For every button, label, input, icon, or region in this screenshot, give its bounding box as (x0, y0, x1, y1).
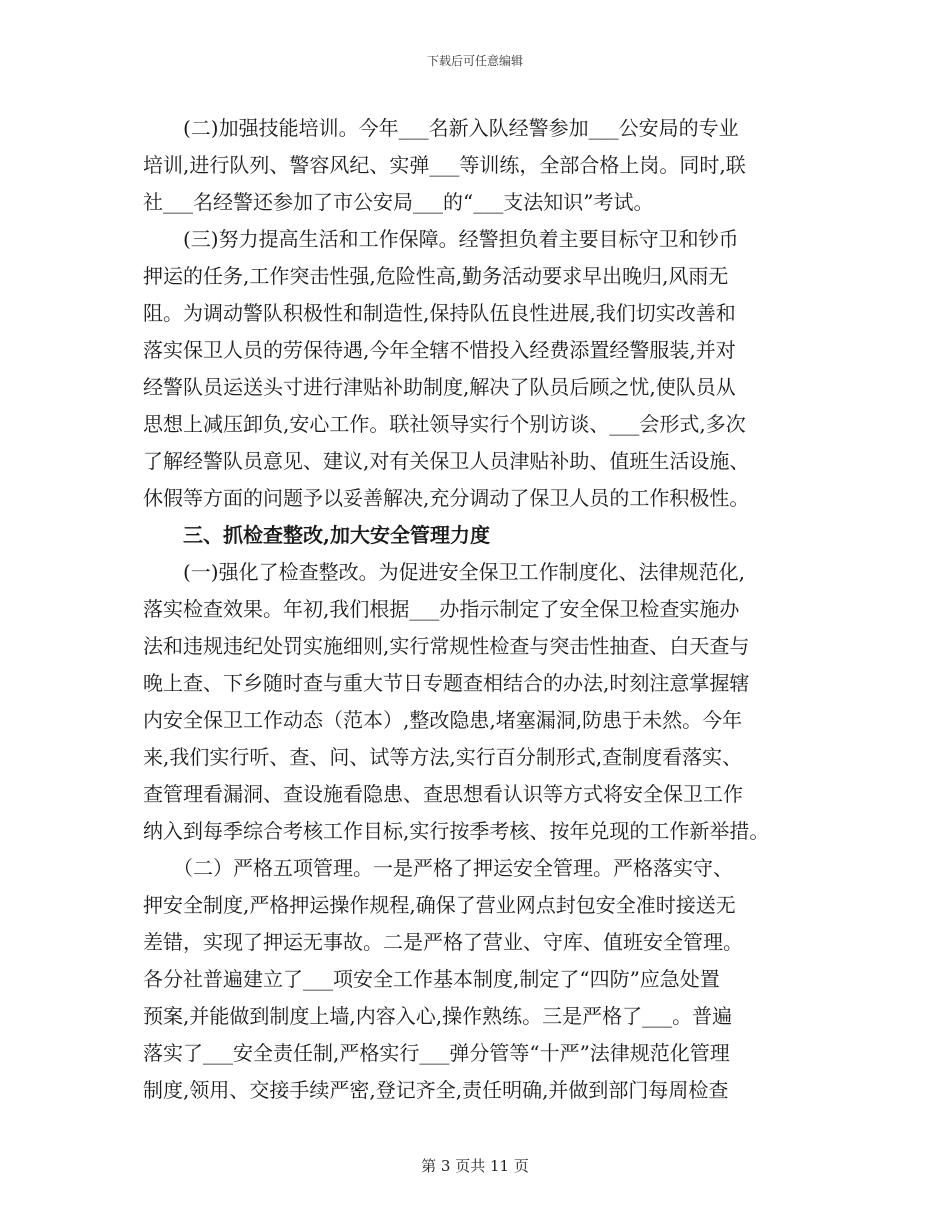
text-line: 落实保卫人员的劳保待遇,今年全辖不惜投入经费添置经警服装,并对 (143, 338, 736, 362)
text-line: 押安全制度,严格押运操作规程,确保了营业网点封包安全准时接送无 (143, 893, 736, 917)
text-line: 各分社普遍建立了___项安全工作基本制度,制定了“四防”应急处置 (143, 967, 720, 991)
text-line: 来,我们实行听、查、问、试等方法,实行百分制形式,查制度看落实、 (143, 745, 743, 769)
text-line: (三)努力提高生活和工作保障。经警担负着主要目标守卫和钞币 (143, 227, 739, 251)
section-heading: 三、抓检查整改,加大安全管理力度 (143, 523, 490, 547)
text-line: 休假等方面的问题予以妥善解决,充分调动了保卫人员的工作积极性。 (143, 486, 750, 510)
text-line: (一)强化了检查整改。为促进安全保卫工作制度化、法律规范化, (143, 560, 745, 584)
text-line: 查管理看漏洞、查设施看隐患、查思想看认识等方式将安全保卫工作 (143, 782, 743, 806)
page-header: 下载后可任意编辑 (426, 54, 523, 68)
text-line: 纳入到每季综合考核工作目标,实行按季考核、按年兑现的工作新举措。 (143, 819, 770, 843)
text-line: 制度,领用、交接手续严密,登记齐全,责任明确,并做到部门每周检查 (143, 1078, 729, 1102)
text-line: 阻。为调动警队积极性和制造性,保持队伍良性进展,我们切实改善和 (143, 301, 736, 325)
text-line: (二)加强技能培训。今年___名新入队经警参加___公安局的专业 (143, 116, 739, 140)
text-line: 落实检查效果。年初,我们根据___办指示制定了安全保卫检查实施办 (143, 597, 740, 621)
text-line: 经警队员运送头寸进行津贴补助制度,解决了队员后顾之忧,使队员从 (143, 375, 736, 399)
text-line: 了解经警队员意见、建议,对有关保卫人员津贴补助、值班生活设施、 (143, 449, 750, 473)
text-line: 社___名经警还参加了市公安局___的“___支法知识”考试。 (143, 190, 654, 214)
text-line: 预案,并能做到制度上墙,内容入心,操作熟练。三是严格了___。普遍 (143, 1004, 733, 1028)
text-line: 内安全保卫工作动态（范本）,整改隐患,堵塞漏洞,防患于未然。今年 (143, 708, 743, 732)
text-line: （二）严格五项管理。一是严格了押运安全管理。严格落实守、 (143, 856, 733, 880)
text-line: 法和违规违纪处罚实施细则,实行常规性检查与突击性抽查、白天查与 (143, 634, 750, 658)
text-line: 落实了___安全责任制,严格实行___弹分管等“十严”法律规范化管理 (143, 1041, 730, 1065)
document-body (143, 110, 815, 1109)
text-line: 差错，实现了押运无事故。二是严格了营业、守库、值班安全管理。 (143, 930, 743, 954)
text-line: 押运的任务,工作突击性强,危险性高,勤务活动要求早出晚归,风雨无 (143, 264, 729, 288)
text-line: 晚上查、下乡随时查与重大节日专题查相结合的办法,时刻注意掌握辖 (143, 671, 750, 695)
text-line: 思想上减压卸负,安心工作。联社领导实行个别访谈、___会形式,多次 (143, 412, 746, 436)
page-number: 第 3 页共 11 页 (421, 1157, 529, 1175)
text-line: 培训,进行队列、警容风纪、实弹___等训练，全部合格上岗。同时,联 (143, 153, 746, 177)
